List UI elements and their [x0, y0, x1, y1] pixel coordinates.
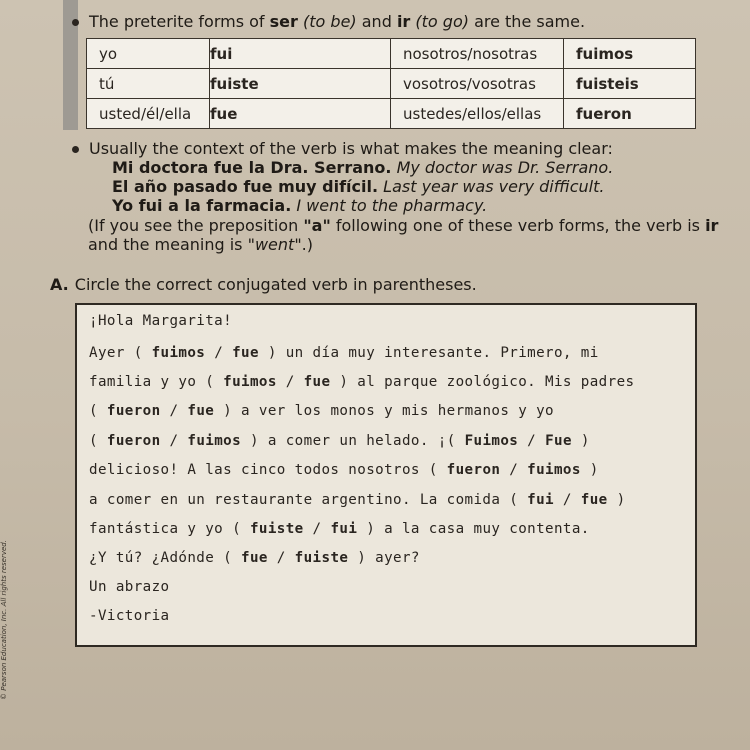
bullet-ser-ir: The preterite forms of ser (to be) and ir (to go) are the same.	[72, 12, 585, 31]
example-sentence: El año pasado fue muy difícil. Last year was very difficult.	[112, 177, 605, 196]
verb-option[interactable]: fui	[527, 492, 554, 508]
example-sentence: Mi doctora fue la Dra. Serrano. My doctor was Dr. Serrano.	[112, 158, 614, 177]
preterite-table	[86, 38, 696, 129]
verb-option[interactable]: fueron	[106, 433, 161, 449]
table-row	[87, 99, 696, 129]
bullet-icon	[72, 146, 79, 153]
table-row	[87, 39, 696, 69]
pronoun-cell: usted/él/ella	[87, 99, 210, 129]
letter-line: Ayer ( fuimos / fue ) un día muy interesante. Primero, mi	[89, 345, 599, 361]
verb-option[interactable]: fueron	[446, 462, 501, 478]
verb-option[interactable]: fuimos	[187, 433, 242, 449]
pronoun-cell: vosotros/vosotras	[391, 69, 564, 99]
pronoun-cell: tú	[87, 69, 210, 99]
verb-cell: fuisteis	[564, 69, 696, 99]
letter-line: familia y yo ( fuimos / fue ) al parque zoológico. Mis padres	[89, 374, 635, 390]
letter-box	[75, 303, 697, 647]
letter-line: fantástica y yo ( fuiste / fui ) a la casa muy contenta.	[89, 521, 590, 537]
verb-cell: fueron	[564, 99, 696, 129]
pronoun-cell: ustedes/ellos/ellas	[391, 99, 564, 129]
bullet-icon	[72, 19, 79, 26]
note-line: (If you see the preposition "a" following one of these verb forms, the verb is ir	[88, 216, 719, 235]
verb-option[interactable]: fueron	[106, 403, 161, 419]
bullet-context: Usually the context of the verb is what makes the meaning clear:	[72, 139, 613, 158]
verb-option[interactable]: Fue	[545, 433, 572, 449]
letter-line: ( fueron / fuimos ) a comer un helado. ¡( Fuimos / Fue )	[89, 433, 590, 449]
verb-option[interactable]: fuiste	[294, 550, 349, 566]
verb-option[interactable]: Fuimos	[464, 433, 519, 449]
exercise-instruction: A. Circle the correct conjugated verb in parentheses.	[50, 275, 477, 294]
pronoun-cell: yo	[87, 39, 210, 69]
verb-option[interactable]: fue	[580, 492, 608, 508]
verb-option[interactable]: fue	[187, 403, 215, 419]
letter-line: ( fueron / fue ) a ver los monos y mis hermanos y yo	[89, 403, 554, 419]
verb-cell: fuimos	[564, 39, 696, 69]
verb-cell: fue	[210, 99, 391, 129]
copyright-notice: © Pearson Education, Inc. All rights reserved.	[0, 540, 8, 700]
letter-greeting: ¡Hola Margarita!	[89, 313, 233, 329]
verb-option[interactable]: fue	[241, 550, 268, 566]
pronoun-cell: nosotros/nosotras	[391, 39, 564, 69]
letter-line: delicioso! A las cinco todos nosotros ( fueron / fuimos )	[89, 462, 599, 478]
verb-option[interactable]: fuimos	[527, 462, 581, 478]
verb-cell: fuiste	[210, 69, 391, 99]
verb-option[interactable]: fue	[303, 374, 331, 390]
letter-line: ¿Y tú? ¿Adónde ( fue / fuiste ) ayer?	[89, 550, 420, 566]
verb-option[interactable]: fuiste	[249, 521, 304, 537]
verb-option[interactable]: fuimos	[223, 374, 277, 390]
letter-line: a comer en un restaurante argentino. La comida ( fui / fue )	[89, 492, 626, 508]
example-sentence: Yo fui a la farmacia. I went to the pharmacy.	[112, 196, 488, 215]
letter-closing: Un abrazo	[89, 579, 170, 595]
verb-option[interactable]: fue	[232, 345, 259, 361]
table-row	[87, 69, 696, 99]
note-line: and the meaning is "went".)	[88, 235, 313, 254]
letter-signature: -Victoria	[89, 608, 170, 624]
verb-option[interactable]: fuimos	[151, 345, 206, 361]
verb-option[interactable]: fui	[330, 521, 358, 537]
verb-cell: fui	[210, 39, 391, 69]
